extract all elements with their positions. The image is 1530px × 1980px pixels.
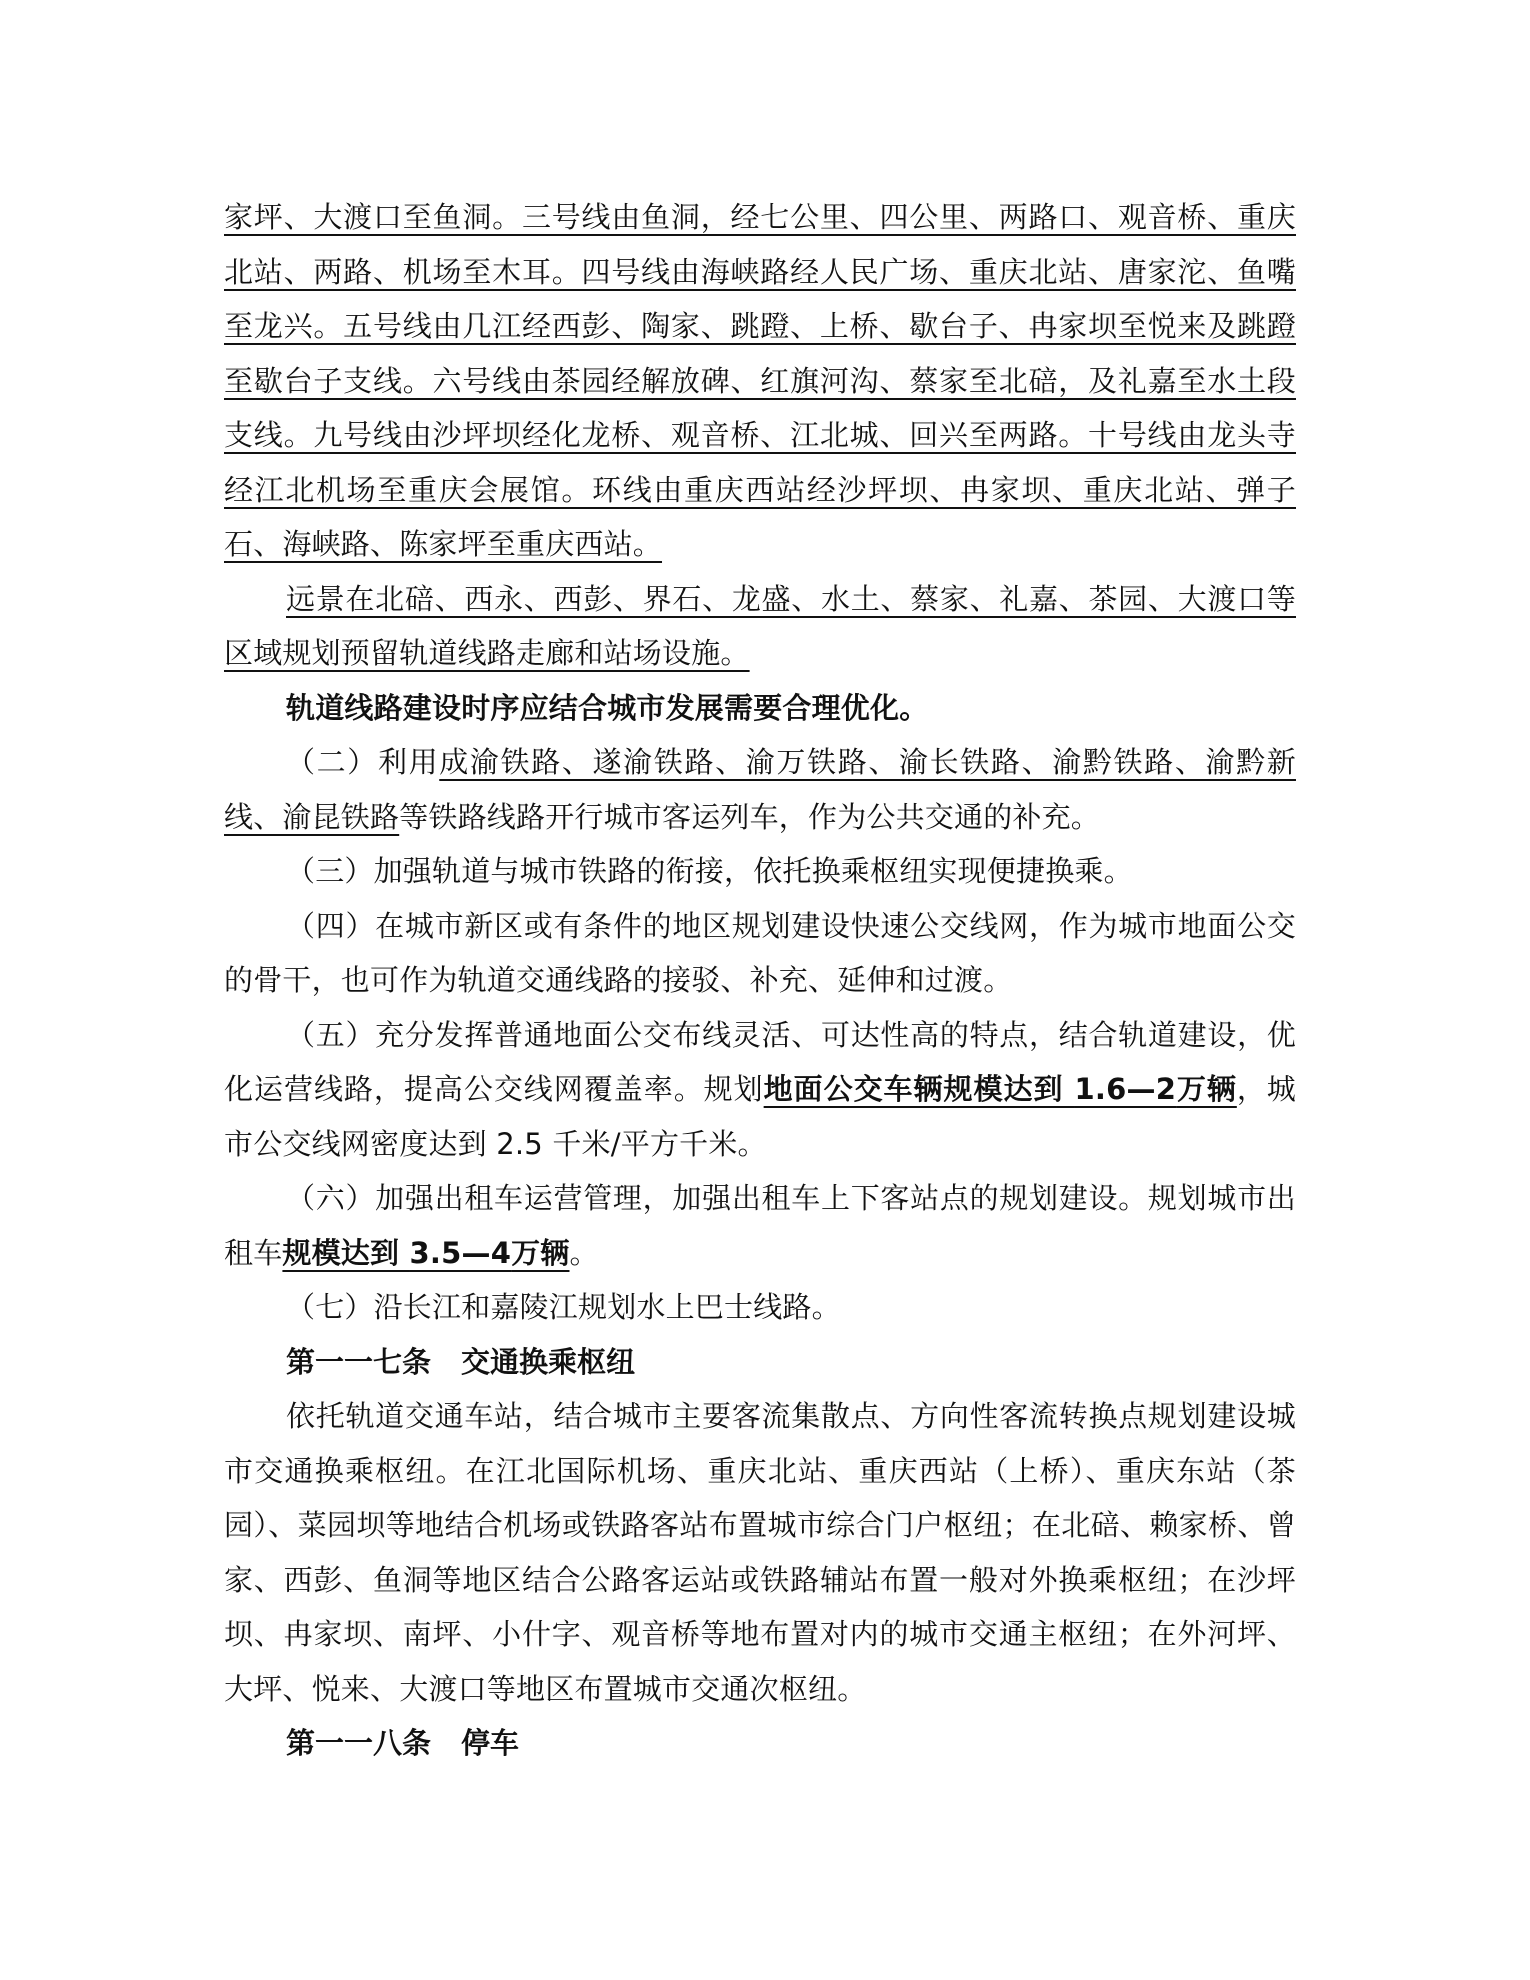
- item-6-taxi-scale-label: 规模达到: [282, 1235, 410, 1270]
- paragraph-transfer-hubs: 依托轨道交通车站，结合城市主要客流集散点、方向性客流转换点规划建设城市交通换乘枢纽。在江北国际机场、重庆北站、重庆西站（上桥）、重庆东站（茶园）、菜园坝等地结合机场或铁路客站布置城市综合门户枢纽；在北碚、赖家桥、曾家、西彭、鱼洞等地区结合公路客运站或铁路辅站布置一般对外换乘枢纽；在沙坪坝、冉家坝、南坪、小什字、观音桥等地布置对内的城市交通主枢纽；在外河坪、大坪、悦来、大渡口等地区布置城市交通次枢纽。: [224, 1399, 1296, 1706]
- article-117-heading: [224, 1335, 1296, 1390]
- article-117-title: 交通换乘枢纽: [461, 1344, 636, 1379]
- underlined-corridor-text: 远景在北碚、西永、西彭、界石、龙盛、水土、蔡家、礼嘉、茶园、大渡口等区域规划预留轨道线路走廊和站场设施。: [224, 581, 1296, 670]
- item-5-density-number: 2.5: [496, 1126, 543, 1161]
- article-117-number: 第一一七条: [286, 1344, 432, 1379]
- paragraph-item-7-water-bus: （七）沿长江和嘉陵江规划水上巴士线路。: [286, 1290, 841, 1324]
- paragraph-item-4-brt: （四）在城市新区或有条件的地区规划建设快速公交线网，作为城市地面公交的骨干，也可作为轨道交通线路的接驳、补充、延伸和过渡。: [224, 908, 1296, 997]
- item-5-bus-scale-label: 地面公交车辆规模达到: [763, 1072, 1075, 1106]
- item-2-railway-names: 成渝铁路、遂渝铁路、渝万铁路、渝长铁路、渝黔铁路、渝黔新线、渝昆铁路: [224, 745, 1296, 834]
- paragraph-construction-sequence: 轨道线路建设时序应结合城市发展需要合理优化。: [286, 690, 929, 725]
- item-6-text: （六）加强出租车运营管理，加强出租车上下客站点的规划建设。规划城市出租车: [224, 1181, 1296, 1270]
- paragraph-item-6-taxi: [224, 1171, 1296, 1280]
- item-5-bus-scale: [764, 1072, 1237, 1106]
- item-5-bus-scale-number: 1.6—2: [1074, 1072, 1177, 1106]
- paragraph-item-5-bus: [224, 1008, 1296, 1172]
- paragraph-long-term-corridors: [224, 572, 1296, 681]
- article-118-title: 停车: [461, 1726, 520, 1760]
- item-2-suffix: 等铁路线路开行城市客运列车，作为公共交通的补充。: [399, 799, 1101, 834]
- item-6-taxi-scale-unit: 万辆: [511, 1235, 570, 1270]
- item-5-bus-scale-unit: 万辆: [1176, 1072, 1237, 1106]
- item-6-taxi-scale-number: 3.5—4: [409, 1235, 512, 1270]
- article-118-number: 第一一八条: [286, 1726, 432, 1760]
- paragraph-rail-lines: [224, 190, 1296, 572]
- article-118-heading: [224, 1716, 1296, 1771]
- document-page: [224, 190, 1296, 1771]
- paragraph-item-2-railway: [224, 735, 1296, 844]
- item-5-density-unit: 千米/平方千米。: [542, 1126, 767, 1161]
- underlined-rail-lines-text: 家坪、大渡口至鱼洞。三号线由鱼洞，经七公里、四公里、两路口、观音桥、重庆北站、两路、机场至木耳。四号线由海峡路经人民广场、重庆北站、唐家沱、鱼嘴至龙兴。五号线由几江经西彭、陶家、跳蹬、上桥、歇台子、冉家坝至悦来及跳蹬至歇台子支线。六号线由茶园经解放碑、红旗河沟、蔡家至北碚，及礼嘉至水土段支线。九号线由沙坪坝经化龙桥、观音桥、江北城、回兴至两路。十号线由龙头寺经江北机场至重庆会展馆。环线由重庆西站经沙坪坝、冉家坝、重庆北站、弹子石、海峡路、陈家坪至重庆西站。: [224, 200, 1296, 561]
- item-5-text: （五）充分发挥普通地面公交布线灵活、可达性高的特点，结合轨道建设，优化运营线路，提高公交线网覆盖率。规划: [224, 1017, 1296, 1106]
- item-6-taxi-scale: [282, 1236, 569, 1270]
- item-2-prefix: （二）利用: [286, 745, 440, 779]
- paragraph-item-3-transfer: （三）加强轨道与城市铁路的衔接，依托换乘枢纽实现便捷换乘。: [286, 854, 1133, 888]
- item-5-density-text: ，城市公交线网密度达到: [224, 1072, 1297, 1161]
- item-6-end: 。: [569, 1235, 599, 1270]
